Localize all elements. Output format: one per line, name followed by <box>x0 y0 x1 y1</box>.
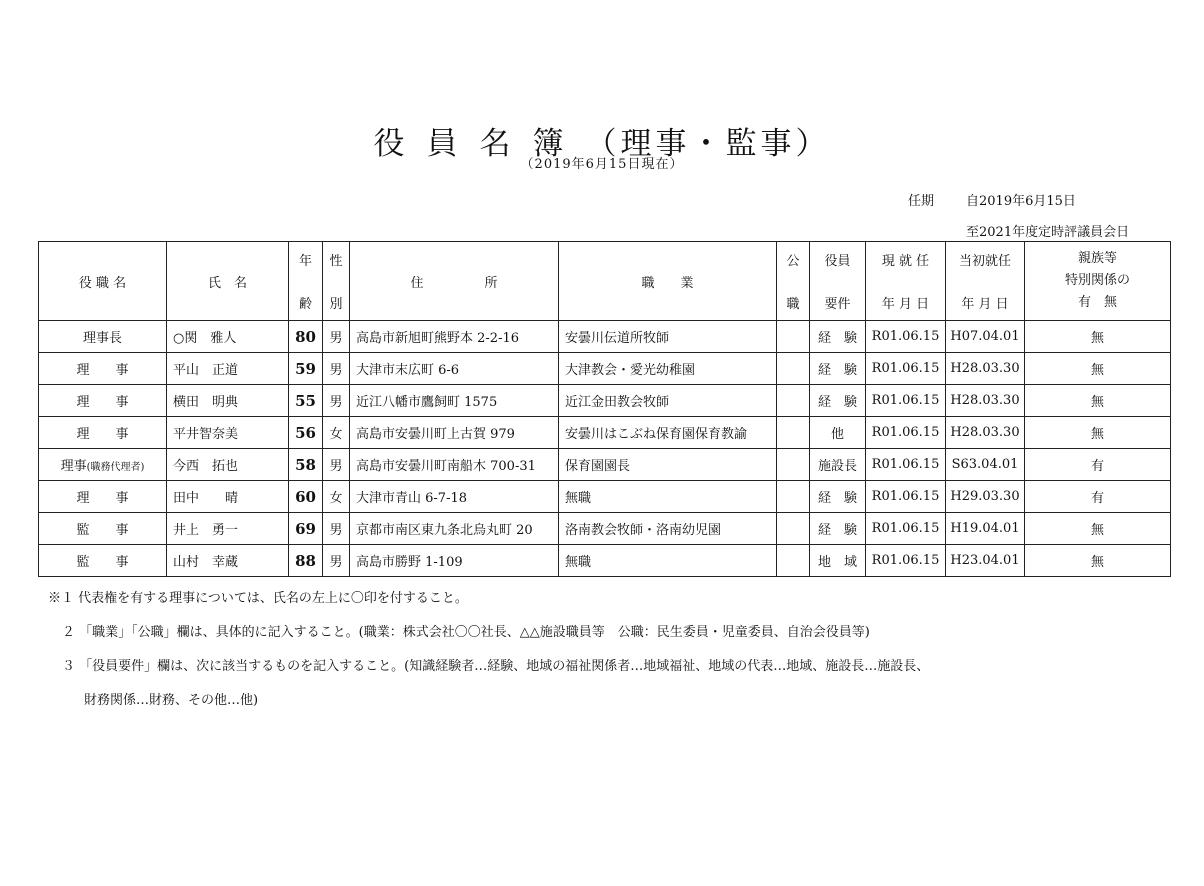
header-current-appointment: 現 就 任 年 月 日 <box>866 242 946 321</box>
cell-requirement: 経 験 <box>810 481 866 513</box>
cell-first-date: H19.04.01 <box>946 513 1025 545</box>
table-row <box>39 417 1171 449</box>
cell-role: 理 事 <box>39 353 167 385</box>
header-sex: 性 別 <box>323 242 350 321</box>
cell-name: 平井智奈美 <box>167 417 289 449</box>
note-1: ※１ 代表権を有する理事については、氏名の左上に〇印を付すること。 <box>48 591 468 606</box>
cell-public-office <box>777 513 810 545</box>
cell-relation: 無 <box>1025 353 1171 385</box>
header-name: 氏 名 <box>167 242 289 321</box>
cell-current-date: R01.06.15 <box>866 449 946 481</box>
header-role: 役 職 名 <box>39 242 167 321</box>
as-of-date: （2019年6月15日現在） <box>520 157 684 172</box>
cell-role: 理事長 <box>39 321 167 353</box>
cell-requirement: 経 験 <box>810 321 866 353</box>
cell-current-date: R01.06.15 <box>866 321 946 353</box>
cell-age: 88 <box>289 545 323 577</box>
table-row <box>39 481 1171 513</box>
cell-current-date: R01.06.15 <box>866 481 946 513</box>
header-row <box>39 242 1171 321</box>
cell-name: 平山 正道 <box>167 353 289 385</box>
cell-role: 監 事 <box>39 545 167 577</box>
cell-role: 理事(職務代理者) <box>39 449 167 481</box>
header-public-office: 公 職 <box>777 242 810 321</box>
cell-occupation: 無職 <box>559 481 777 513</box>
cell-public-office <box>777 353 810 385</box>
cell-address: 高島市安曇川町南船木 700-31 <box>350 449 559 481</box>
cell-occupation: 近江金田教会牧師 <box>559 385 777 417</box>
cell-occupation: 安曇川はこぶね保育園保育教諭 <box>559 417 777 449</box>
table-row <box>39 385 1171 417</box>
table-row <box>39 545 1171 577</box>
cell-first-date: H29.03.30 <box>946 481 1025 513</box>
cell-sex: 男 <box>323 321 350 353</box>
cell-age: 69 <box>289 513 323 545</box>
cell-public-office <box>777 481 810 513</box>
cell-address: 高島市勝野 1-109 <box>350 545 559 577</box>
cell-role: 理 事 <box>39 417 167 449</box>
cell-name: 山村 幸蔵 <box>167 545 289 577</box>
cell-occupation: 大津教会・愛光幼稚園 <box>559 353 777 385</box>
cell-requirement: 地 域 <box>810 545 866 577</box>
cell-sex: 男 <box>323 513 350 545</box>
cell-first-date: S63.04.01 <box>946 449 1025 481</box>
cell-occupation: 無職 <box>559 545 777 577</box>
header-address: 住 所 <box>350 242 559 321</box>
header-first-appointment: 当初就任 年 月 日 <box>946 242 1025 321</box>
cell-address: 近江八幡市鷹飼町 1575 <box>350 385 559 417</box>
cell-requirement: 施設長 <box>810 449 866 481</box>
cell-name: 田中 晴 <box>167 481 289 513</box>
cell-public-office <box>777 417 810 449</box>
cell-sex: 女 <box>323 481 350 513</box>
cell-address: 高島市安曇川町上古賀 979 <box>350 417 559 449</box>
cell-occupation: 保育園園長 <box>559 449 777 481</box>
table-row <box>39 449 1171 481</box>
cell-address: 大津市末広町 6-6 <box>350 353 559 385</box>
table-row <box>39 513 1171 545</box>
term-from: 自2019年6月15日 <box>966 194 1076 209</box>
cell-first-date: H07.04.01 <box>946 321 1025 353</box>
header-age: 年 齢 <box>289 242 323 321</box>
cell-relation: 無 <box>1025 545 1171 577</box>
notes-section <box>48 582 929 718</box>
cell-address: 高島市新旭町熊野本 2-2-16 <box>350 321 559 353</box>
cell-first-date: H28.03.30 <box>946 385 1025 417</box>
note-3: ３ 「役員要件」欄は、次に該当するものを記入すること。(知識経験者…経験、地域の福祉関係者…地域福祉、地域の代表…地域、施設長…施設長、 <box>62 659 930 674</box>
cell-occupation: 洛南教会牧師・洛南幼児園 <box>559 513 777 545</box>
cell-address: 京都市南区東九条北烏丸町 20 <box>350 513 559 545</box>
cell-relation: 有 <box>1025 481 1171 513</box>
cell-requirement: 経 験 <box>810 353 866 385</box>
cell-age: 60 <box>289 481 323 513</box>
cell-public-office <box>777 385 810 417</box>
cell-name: 今西 拓也 <box>167 449 289 481</box>
header-occupation: 職 業 <box>559 242 777 321</box>
cell-first-date: H28.03.30 <box>946 417 1025 449</box>
cell-current-date: R01.06.15 <box>866 353 946 385</box>
header-requirement: 役員 要件 <box>810 242 866 321</box>
cell-current-date: R01.06.15 <box>866 513 946 545</box>
header-relation: 親族等 特別関係の 有 無 <box>1025 242 1171 321</box>
cell-age: 55 <box>289 385 323 417</box>
cell-relation: 無 <box>1025 321 1171 353</box>
cell-role: 監 事 <box>39 513 167 545</box>
term-from-line <box>908 190 1076 209</box>
cell-requirement: 他 <box>810 417 866 449</box>
officer-roster-table <box>38 241 1171 577</box>
cell-requirement: 経 験 <box>810 385 866 417</box>
cell-first-date: H28.03.30 <box>946 353 1025 385</box>
cell-sex: 男 <box>323 353 350 385</box>
cell-relation: 無 <box>1025 417 1171 449</box>
cell-sex: 男 <box>323 545 350 577</box>
cell-role: 理 事 <box>39 385 167 417</box>
cell-occupation: 安曇川伝道所牧師 <box>559 321 777 353</box>
cell-name: 井上 勇一 <box>167 513 289 545</box>
cell-current-date: R01.06.15 <box>866 385 946 417</box>
term-to: 至2021年度定時評議員会日 <box>966 225 1130 240</box>
cell-relation: 無 <box>1025 513 1171 545</box>
table-row <box>39 321 1171 353</box>
cell-address: 大津市青山 6-7-18 <box>350 481 559 513</box>
cell-name: ○関 雅人 <box>167 321 289 353</box>
cell-age: 58 <box>289 449 323 481</box>
cell-sex: 男 <box>323 449 350 481</box>
cell-name: 横田 明典 <box>167 385 289 417</box>
cell-public-office <box>777 545 810 577</box>
cell-public-office <box>777 321 810 353</box>
term-label: 任期 <box>908 194 935 209</box>
cell-first-date: H23.04.01 <box>946 545 1025 577</box>
cell-age: 59 <box>289 353 323 385</box>
table-row <box>39 353 1171 385</box>
note-3-continued: 財務関係…財務、その他…他) <box>84 693 259 708</box>
cell-current-date: R01.06.15 <box>866 417 946 449</box>
cell-current-date: R01.06.15 <box>866 545 946 577</box>
note-2: ２ 「職業」「公職」欄は、具体的に記入すること。(職業：株式会社〇〇社長、△△施設職員等 公職：民生委員・児童委員、自治会役員等) <box>62 625 870 640</box>
cell-role: 理 事 <box>39 481 167 513</box>
cell-requirement: 経 験 <box>810 513 866 545</box>
cell-sex: 男 <box>323 385 350 417</box>
cell-age: 56 <box>289 417 323 449</box>
title-paren: （理事・監事） <box>585 126 831 162</box>
title-main: 役員名簿 <box>373 126 586 162</box>
cell-public-office <box>777 449 810 481</box>
cell-sex: 女 <box>323 417 350 449</box>
cell-relation: 有 <box>1025 449 1171 481</box>
cell-relation: 無 <box>1025 385 1171 417</box>
cell-age: 80 <box>289 321 323 353</box>
